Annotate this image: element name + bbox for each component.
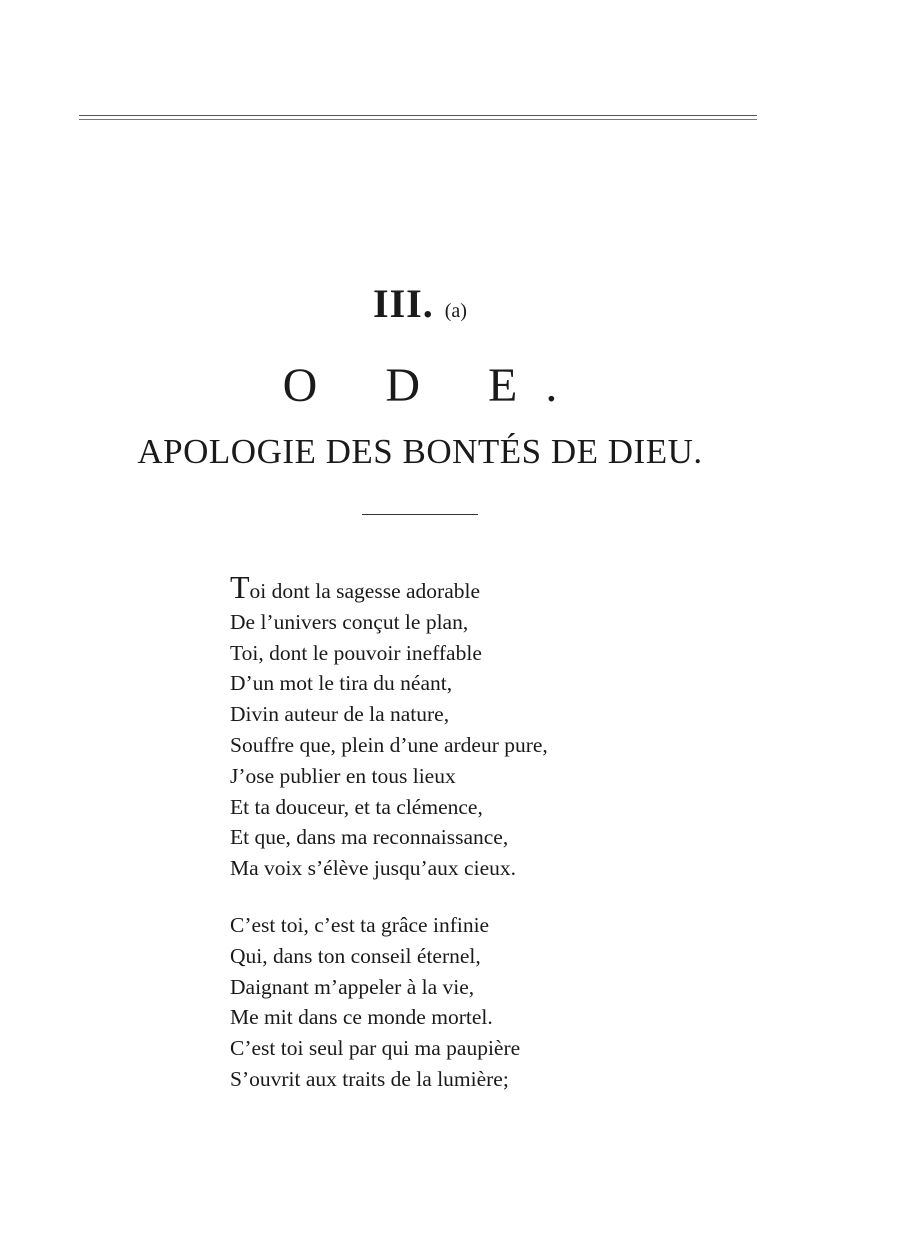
section-number — [0, 280, 840, 327]
poem-line: Et ta douceur, et ta clémence, — [230, 794, 483, 819]
page-title: O D E. — [282, 359, 586, 412]
poem-body — [230, 569, 790, 1121]
poem-line: C’est toi seul par qui ma paupière — [230, 1036, 521, 1061]
stanza-1 — [230, 569, 790, 884]
poem-line: Souffre que, plein d’une ardeur pure, — [230, 732, 548, 757]
stanza-2 — [230, 910, 790, 1095]
poem-line: Et que, dans ma reconnaissance, — [230, 825, 509, 850]
poem-line: Toi, dont le pouvoir ineffable — [230, 640, 482, 665]
poem-line: Daignant m’appeler à la vie, — [230, 974, 475, 999]
poem-line: Divin auteur de la nature, — [230, 702, 450, 727]
poem-line: Me mit dans ce monde mortel. — [230, 1005, 493, 1030]
poem-line: S’ouvrit aux traits de la lumière; — [230, 1066, 509, 1091]
poem-line: De l’univers conçut le plan, — [230, 609, 469, 634]
poem-line: Qui, dans ton conseil éternel, — [230, 943, 481, 968]
poem-line — [230, 569, 790, 607]
poem-line: C’est toi, c’est ta grâce infinie — [230, 912, 490, 937]
top-double-rule — [79, 115, 757, 120]
poem-line: J’ose publier en tous lieux — [230, 763, 456, 788]
section-numeral: III. — [373, 281, 434, 326]
poem-line: D’un mot le tira du néant, — [230, 671, 453, 696]
footnote-marker: (a) — [444, 300, 467, 322]
page-subtitle: APOLOGIE DES BONTÉS DE DIEU. — [137, 432, 703, 471]
drop-cap: T — [230, 569, 250, 605]
poem-line: Ma voix s’élève jusqu’aux cieux. — [230, 856, 516, 881]
poem-line-text: oi dont la sagesse adorable — [249, 579, 480, 603]
section-divider — [362, 514, 478, 515]
